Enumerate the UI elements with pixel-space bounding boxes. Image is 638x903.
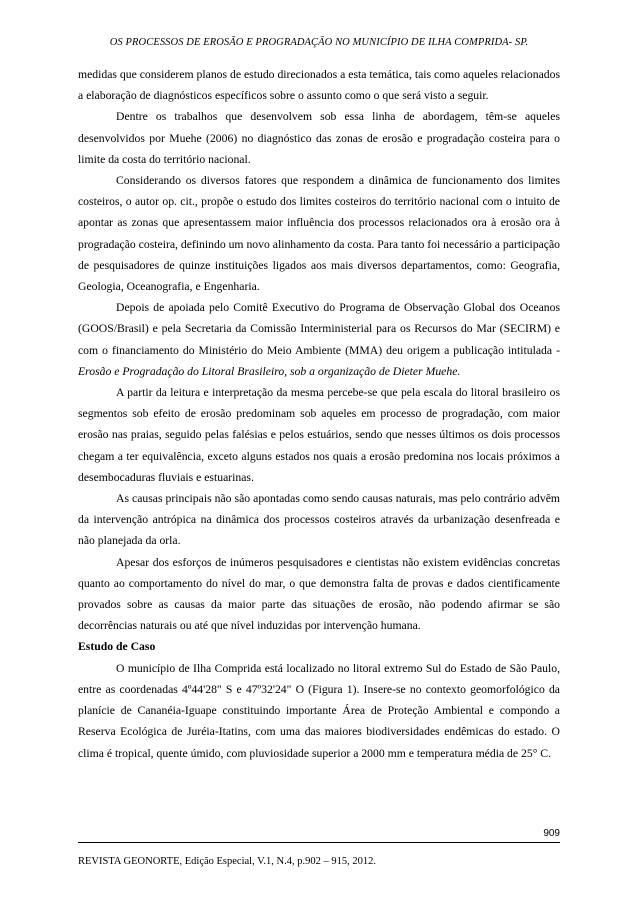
page-number: 909 bbox=[543, 828, 560, 839]
paragraph-case-study: O município de Ilha Comprida está localizado no litoral extremo Sul do Estado de São Paulo, entre as coordenadas 4º44'28" S e 47º32'24" O (Figura 1). Insere-se no contexto geomorfológico da planície de Cananéia-Iguape constituindo importante Área de Proteção Ambiental e compondo a Reserva Ecológica de Juréia-Itatins, com uma das maiores biodiversidades endêmicas do estado. O clima é tropical, quente úmido, com pluviosidade superior a 2000 mm e temperatura média de 25° C. bbox=[78, 661, 560, 760]
section-heading: Estudo de Caso bbox=[78, 640, 156, 654]
paragraph-coastal-limits: Considerando os diversos fatores que respondem a dinâmica de funcionamento dos limites costeiros, o autor op. cit., propõe o estudo dos limites costeiros do território nacional com o intuito de apontar as zonas que apresentassem maior influência dos processos relacionados ora à erosão ora à progradação costeira, definindo um novo alinhamento da costa. Para tanto foi necessário a participação de pesquisadores de quinze instituições ligados aos mais diversos departamentos, como: Geografia, Geologia, Oceanografia, e Engenharia. bbox=[78, 174, 560, 294]
publication-title: Erosão e Progradação do Litoral Brasileiro, sob a organização de Dieter Muehe. bbox=[78, 364, 461, 378]
paragraph-interpretation: A partir da leitura e interpretação da mesma percebe-se que pela escala do litoral brasileiro os segmentos sob efeito de erosão predominam sob aqueles em processo de progradação, com maior erosão nas praias, seguido pelas falésias e pelos estuários, sendo que nesses últimos os dois processos chegam a ter equivalência, exceto alguns estados nos quais a erosão predomina nos locais próximos a desembocaduras fluviais e estuarinas. bbox=[78, 386, 560, 484]
paragraph-sea-level: Apesar dos esforços de inúmeros pesquisadores e cientistas não existem evidências concretas quanto ao comportamento do nível do mar, o que demonstra falta de provas e dados cientificamente provados sobre as causas da maior parte das situações de erosão, não podendo afirmar se são decorrências naturais ou até que nível induzidas por intervenção humana. bbox=[78, 555, 560, 633]
paragraph-causes: As causas principais não são apontadas como sendo causas naturais, mas pelo contrário advêm da intervenção antrópica na dinâmica dos processos costeiros através da urbanização desenfreada e não planejada da orla. bbox=[78, 492, 560, 548]
paragraph-muehe-works: Dentre os trabalhos que desenvolvem sob essa linha de abordagem, têm-se aqueles desenvolvidos por Muehe (2006) no diagnóstico das zonas de erosão e progradação costeira para o limite da costa do território nacional. bbox=[78, 110, 560, 166]
journal-footer: REVISTA GEONORTE, Edição Especial, V.1, N.4, p.902 – 915, 2012. bbox=[78, 856, 376, 867]
paragraph-goos-support bbox=[78, 297, 560, 382]
paragraph-goos-text: Depois de apoiada pelo Comitê Executivo do Programa de Observação Global dos Oceanos (GOOS/Brasil) e pela Secretaria da Comissão Interministerial para os Recursos do Mar (SECIRM) e com o financiamento do Ministério do Meio Ambiente (MMA) deu origem a publicação intitulada - bbox=[78, 301, 560, 357]
paragraph-continuation: medidas que considerem planos de estudo direcionados a esta temática, tais como aqueles relacionados a elaboração de diagnósticos específicos sobre o assunto como o que será visto a seguir. bbox=[78, 68, 560, 103]
running-header: OS PROCESSOS DE EROSÃO E PROGRADAÇÃO NO MUNICÍPIO DE ILHA COMPRIDA- SP. bbox=[109, 37, 529, 48]
body-text bbox=[78, 64, 560, 764]
footer-divider bbox=[78, 842, 560, 843]
